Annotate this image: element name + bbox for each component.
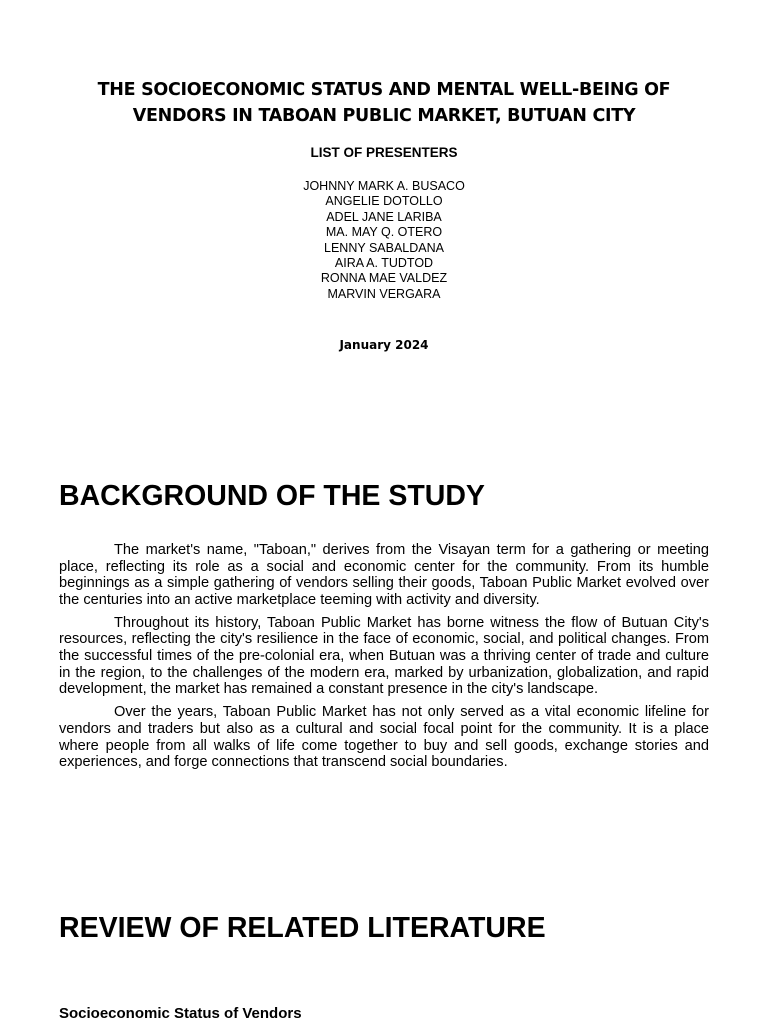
presenter-name: LENNY SABALDANA (324, 240, 444, 255)
document-title (60, 77, 708, 129)
presenter-name: ADEL JANE LARIBA (326, 209, 442, 224)
presenter-name: RONNA MAE VALDEZ (320, 271, 448, 286)
background-body (59, 542, 709, 777)
background-paragraph: The market's name, "Taboan," derives from the Visayan term for a gathering or meeting place, reflecting its role as a social and economic center for the community. From its humble beginnings as a simple gathering of vendors selling their goods, Taboan Public Market evolved over the centuries into an active marketplace teeming with activity and diversity. (59, 542, 709, 608)
presenter-name: ANGELIE DOTOLLO (325, 194, 443, 209)
title-line: VENDORS IN TABOAN PUBLIC MARKET, BUTUAN CITY (132, 106, 636, 126)
background-heading: BACKGROUND OF THE STUDY (59, 480, 485, 512)
presenter-name: AIRA A. TUDTOD (334, 256, 434, 271)
presenter-name: MARVIN VERGARA (327, 286, 441, 301)
presenter-name: JOHNNY MARK A. BUSACO (303, 179, 465, 193)
background-paragraph: Throughout its history, Taboan Public Market has borne witness the flow of Butuan City's resources, reflecting the city's resilience in the face of economic, social, and political changes. From the successful times of the pre-colonial era, when Butuan was a thriving center of trade and culture in the region, to the challenges of the modern era, marked by urbanization, globalization, and rapid development, the market has remained a constant presence in the city's landscape. (59, 614, 709, 698)
background-paragraph: Over the years, Taboan Public Market has not only served as a vital economic lifeline for vendors and traders but also as a cultural and social focal point for the community. It is a place where people from all walks of life come together to buy and sell goods, exchange stories and experiences, and forge connections that transcend social boundaries. (59, 704, 709, 771)
review-heading: REVIEW OF RELATED LITERATURE (59, 912, 546, 944)
document-date: January 2024 (339, 338, 429, 352)
review-subheading: Socioeconomic Status of Vendors (59, 1005, 302, 1022)
presenters-list (60, 179, 708, 302)
presenters-heading: LIST OF PRESENTERS (310, 145, 458, 160)
title-line: THE SOCIOECONOMIC STATUS AND MENTAL WELL-BEING OF (97, 80, 671, 100)
presenter-name: MA. MAY Q. OTERO (325, 225, 443, 240)
